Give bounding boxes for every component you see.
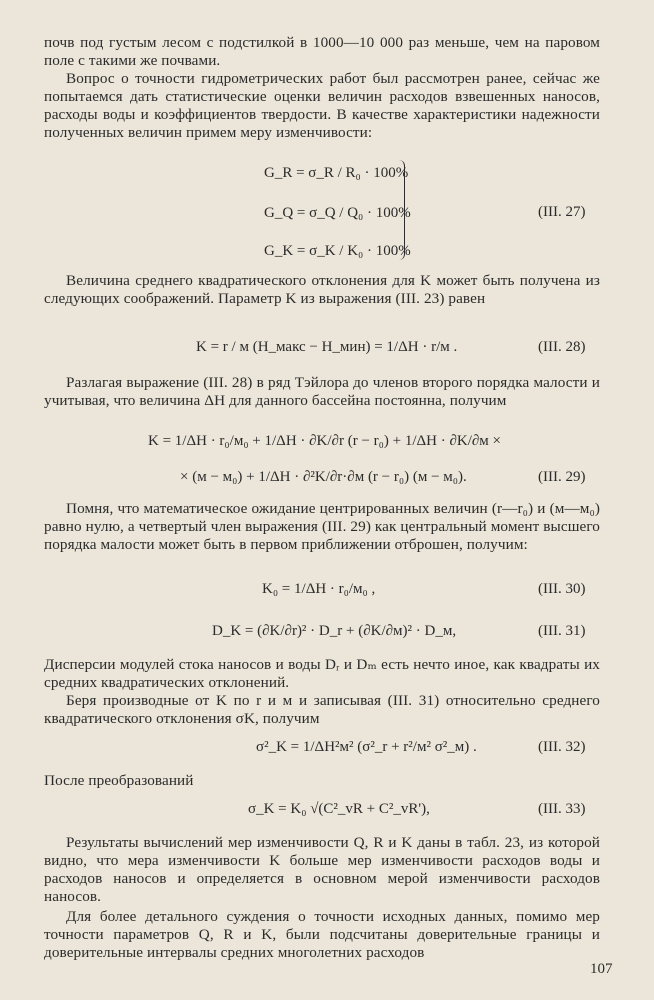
paragraph-7: Беря производные от K по r и м и записывая (III. 31) относительно среднего квадратического отклонения σK, получим bbox=[44, 692, 600, 727]
equation-number-29: (III. 29) bbox=[538, 469, 586, 485]
paragraph-9: Результаты вычислений мер изменчивости Q, R и K даны в табл. 23, из которой видно, что мера изменчивости K больше мер изменчивости расходов воды и расходов наносов и определяется в основном мерой изменчивости расходов наносов. bbox=[44, 834, 600, 905]
equation-number-32: (III. 32) bbox=[538, 739, 586, 755]
equation-number-28: (III. 28) bbox=[538, 339, 586, 355]
paragraph-5: Помня, что математическое ожидание центрированных величин (r—r₀) и (м—м₀) равно нулю, а четвертый член выражения (III. 29) как центральный момент высшего порядка малости может быть в первом приближении отброшен, получим: bbox=[44, 500, 600, 553]
equation-27b: G_Q = σ_Q / Q₀ · 100% bbox=[264, 205, 411, 221]
equation-32: σ²_K = 1/ΔH²м² (σ²_r + r²/м² σ²_м) . bbox=[256, 739, 477, 755]
equation-27a: G_R = σ_R / R₀ · 100% bbox=[264, 165, 409, 181]
equation-31: D_K = (∂K/∂r)² · D_r + (∂K/∂м)² · D_м, bbox=[212, 623, 457, 639]
equation-33: σ_K = K₀ √(C²_vR + C²_vR'), bbox=[248, 801, 430, 817]
equation-number-31: (III. 31) bbox=[538, 623, 586, 639]
equation-number-27: (III. 27) bbox=[538, 204, 586, 220]
paragraph-8: После преобразований bbox=[44, 772, 194, 789]
paragraph-2: Вопрос о точности гидрометрических работ был рассмотрен ранее, сейчас же попытаемся дать статистические оценки величин расходов взвешенных наносов, расходы воды и коэффициентов твердости. В качестве характеристики надежности полученных величин примем меру изменчивости: bbox=[44, 70, 600, 141]
paragraph-4: Разлагая выражение (III. 28) в ряд Тэйлора до членов второго порядка малости и учитывая, что величина ΔH для данного бассейна постоянна, получим bbox=[44, 374, 600, 409]
page-number: 107 bbox=[590, 961, 613, 977]
paragraph-1: почв под густым лесом с подстилкой в 1000—10 000 раз меньше, чем на паровом поле с такими же почвами. bbox=[44, 34, 600, 69]
equation-28: K = r / м (H_макс − H_мин) = 1/ΔH · r/м . bbox=[196, 339, 458, 355]
brace-symbol bbox=[396, 160, 405, 260]
equation-29a: K = 1/ΔH · r₀/м₀ + 1/ΔH · ∂K/∂r (r − r₀) + 1/ΔH · ∂K/∂м × bbox=[148, 433, 502, 449]
equation-29b: × (м − м₀) + 1/ΔH · ∂²K/∂r·∂м (r − r₀) (м − м₀). bbox=[180, 469, 467, 485]
paragraph-6: Дисперсии модулей стока наносов и воды Dᵣ и Dₘ есть нечто иное, как квадраты их средних квадратических отклонений. bbox=[44, 656, 600, 691]
paragraph-3: Величина среднего квадратического отклонения для K может быть получена из следующих соображений. Параметр K из выражения (III. 23) равен bbox=[44, 272, 600, 307]
paragraph-10: Для более детального суждения о точности исходных данных, помимо мер точности параметров Q, R и K, были подсчитаны доверительные границы и доверительные интервалы средних многолетних расходов bbox=[44, 908, 600, 961]
equation-30: K₀ = 1/ΔH · r₀/м₀ , bbox=[262, 581, 376, 597]
equation-27c: G_K = σ_K / K₀ · 100% bbox=[264, 243, 411, 259]
equation-number-33: (III. 33) bbox=[538, 801, 586, 817]
equation-number-30: (III. 30) bbox=[538, 581, 586, 597]
